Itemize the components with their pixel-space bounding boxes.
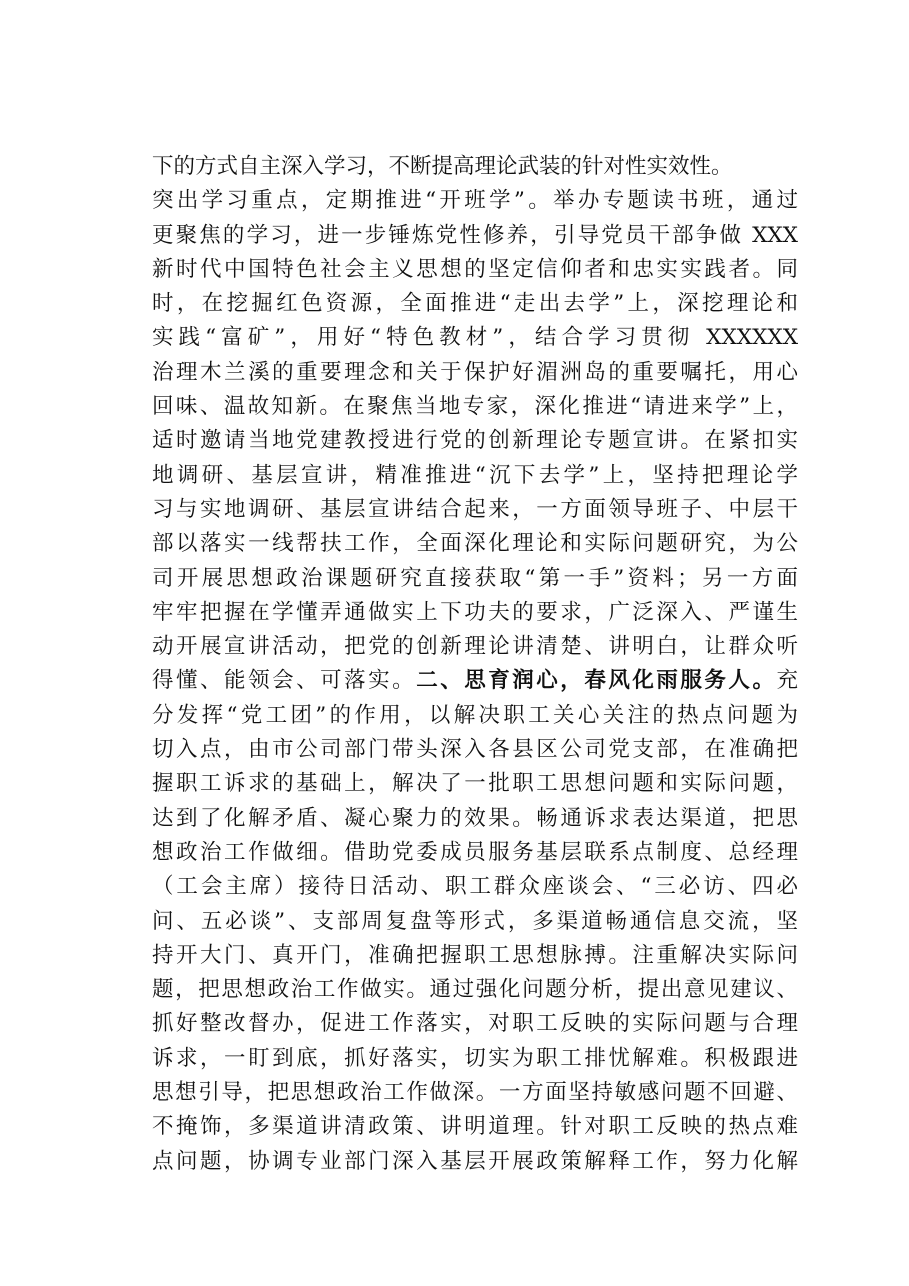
- text-line-16: [152, 664, 798, 698]
- text-line-15: 动开展宣讲活动，把党的创新理论讲清楚、讲明白，让群众听: [152, 634, 798, 660]
- text-line-14: 牢牢把握在学懂弄通做实上下功夫的要求，广泛深入、严谨生: [152, 599, 798, 625]
- text-line-21: 想政治工作做细。借助党委成员服务基层联系点制度、总经理: [152, 839, 798, 865]
- text-line-9: 适时邀请当地党建教授进行党的创新理论专题宣讲。在紧扣实: [152, 428, 798, 454]
- text-line-1: 下的方式自主深入学习，不断提高理论武装的针对性实效性。: [152, 154, 733, 179]
- text-line-17: 分发挥“党工团”的作用，以解决职工关心关注的热点问题为: [152, 702, 798, 728]
- text-line-8: 回味、温故知新。在聚焦当地专家，深化推进“请进来学”上，: [152, 394, 798, 420]
- text-line-27: 诉求，一盯到底，抓好落实，切实为职工排忧解难。积极跟进: [152, 1045, 798, 1071]
- text-line-23: 问、五必谈”、支部周复盘等形式，多渠道畅通信息交流，坚: [152, 908, 798, 934]
- text-line-6: 实践“富矿”，用好“特色教材”，结合学习贯彻 XXXXXX: [152, 325, 798, 351]
- text-line-10: 地调研、基层宣讲，精准推进“沉下去学”上，坚持把理论学: [152, 462, 798, 488]
- text-line-16-before: 得懂、能领会、可落实。: [152, 668, 417, 694]
- text-line-19: 握职工诉求的基础上，解决了一批职工思想问题和实际问题，: [152, 771, 798, 797]
- text-line-26: 抓好整改督办，促进工作落实，对职工反映的实际问题与合理: [152, 1011, 798, 1037]
- text-line-4: 新时代中国特色社会主义思想的坚定信仰者和忠实实践者。同: [152, 256, 798, 282]
- text-line-11: 习与实地调研、基层宣讲结合起来，一方面领导班子、中层干: [152, 496, 798, 522]
- text-line-28: 思想引导，把思想政治工作做深。一方面坚持敏感问题不回避、: [152, 1080, 798, 1106]
- document-body: [152, 150, 798, 1179]
- text-line-2: 突出学习重点，定期推进“开班学”。举办专题读书班，通过: [152, 188, 798, 214]
- text-line-5: 时，在挖掘红色资源，全面推进“走出去学”上，深挖理论和: [152, 291, 798, 317]
- text-line-20: 达到了化解矛盾、凝心聚力的效果。畅通诉求表达渠道，把思: [152, 805, 798, 831]
- section-heading: 二、思育润心，春风化雨服务人。: [416, 668, 777, 694]
- text-line-18: 切入点，由市公司部门带头深入各县区公司党支部，在准确把: [152, 737, 798, 763]
- text-line-25: 题，把思想政治工作做实。通过强化问题分析，提出意见建议、: [152, 977, 798, 1003]
- text-line-7: 治理木兰溪的重要理念和关于保护好湄洲岛的重要嘱托，用心: [152, 359, 798, 385]
- text-line-12: 部以落实一线帮扶工作，全面深化理论和实际问题研究，为公: [152, 531, 798, 557]
- text-line-13: 司开展思想政治课题研究直接获取“第一手”资料；另一方面: [152, 565, 798, 591]
- text-line-16-after: 充: [776, 668, 798, 694]
- text-line-24: 持开大门、真开门，准确把握职工思想脉搏。注重解决实际问: [152, 942, 798, 968]
- text-line-3: 更聚焦的学习，进一步锤炼党性修养，引导党员干部争做 XXX: [152, 222, 798, 248]
- text-line-22: （工会主席）接待日活动、职工群众座谈会、“三必访、四必: [152, 874, 798, 900]
- text-line-30: 点问题，协调专业部门深入基层开展政策解释工作，努力化解: [152, 1148, 798, 1174]
- text-line-29: 不掩饰，多渠道讲清政策、讲明道理。针对职工反映的热点难: [152, 1114, 798, 1140]
